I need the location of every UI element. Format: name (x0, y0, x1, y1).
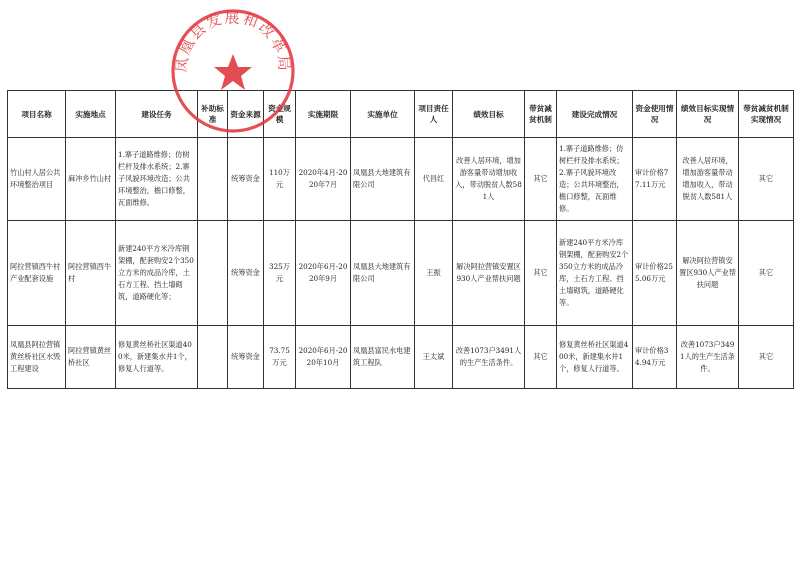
person-cell: 王振 (415, 221, 453, 326)
fund-scale-cell: 325万元 (264, 221, 296, 326)
subsidy-cell (198, 138, 228, 221)
unit-cell: 凤凰县大地建筑有限公司 (351, 221, 415, 326)
project-table (7, 90, 794, 389)
seal-star-icon (214, 54, 252, 90)
header-cell: 建设任务 (116, 91, 198, 138)
table-row (8, 326, 794, 389)
completion-cell: 修复黄丝桥社区渠道400米，新建集水井1个，修复人行道等。 (557, 326, 633, 389)
goal-achieved-cell: 改善人居环境，增加游客量带动增加收入，带动脱贫人数581人 (677, 138, 739, 221)
mechanism-achieved-cell: 其它 (739, 326, 794, 389)
unit-cell: 凤凰县大地建筑有限公司 (351, 138, 415, 221)
header-cell: 资金来源 (228, 91, 264, 138)
header-cell: 建设完成情况 (557, 91, 633, 138)
mechanism-cell: 其它 (525, 138, 557, 221)
goal-cell: 改善1073户3491人的生产生活条件。 (453, 326, 525, 389)
header-cell: 实施地点 (66, 91, 116, 138)
goal-cell: 解决阿拉营镇安置区930人产业帮扶问题 (453, 221, 525, 326)
unit-cell: 凤凰县富民水电建筑工程队 (351, 326, 415, 389)
header-cell: 绩效目标实现情况 (677, 91, 739, 138)
mechanism-cell: 其它 (525, 326, 557, 389)
header-cell: 资金规模 (264, 91, 296, 138)
header-cell: 带贫减贫机制 (525, 91, 557, 138)
project-name-cell: 阿拉营镇西牛村产业配套设施 (8, 221, 66, 326)
project-name-cell: 凤凰县阿拉营镇黄丝桥社区水毁工程建设 (8, 326, 66, 389)
header-cell: 资金使用情况 (633, 91, 677, 138)
header-cell: 带贫减贫机制实现情况 (739, 91, 794, 138)
goal-cell: 改善人居环境，增加游客量带动增加收入，带动脱贫人数581人 (453, 138, 525, 221)
table-row (8, 221, 794, 326)
goal-achieved-cell: 解决阿拉营镇安置区930人产业帮扶问题 (677, 221, 739, 326)
person-cell: 代昌红 (415, 138, 453, 221)
fund-use-cell: 审计价格77.11万元 (633, 138, 677, 221)
table-header-row (8, 91, 794, 138)
period-cell: 2020年4月-2020年7月 (296, 138, 351, 221)
fund-scale-cell: 73.75万元 (264, 326, 296, 389)
completion-cell: 新建240平方米冷库钢架棚，配套购安2个350立方米的成品冷库，土石方工程、挡土墙砌筑，道路硬化等。 (557, 221, 633, 326)
person-cell: 王太斌 (415, 326, 453, 389)
period-cell: 2020年6月-2020年9月 (296, 221, 351, 326)
fund-source-cell: 统筹资金 (228, 221, 264, 326)
header-cell: 项目责任人 (415, 91, 453, 138)
subsidy-cell (198, 326, 228, 389)
header-cell: 实施单位 (351, 91, 415, 138)
period-cell: 2020年6月-2020年10月 (296, 326, 351, 389)
svg-text:凤凰县发展和改革局 (172, 8, 293, 73)
header-cell: 实施期限 (296, 91, 351, 138)
task-cell: 修复黄丝桥社区渠道400米，新建集水井1个，修复人行道等。 (116, 326, 198, 389)
seal-text: 凤凰县发展和改革局 (172, 8, 294, 74)
header-cell: 项目名称 (8, 91, 66, 138)
fund-scale-cell: 110万元 (264, 138, 296, 221)
goal-achieved-cell: 改善1073户3491人的生产生活条件。 (677, 326, 739, 389)
mechanism-cell: 其它 (525, 221, 557, 326)
location-cell: 麻冲乡竹山村 (66, 138, 116, 221)
task-cell: 新建240平方米冷库钢架棚，配套购安2个350立方米的成品冷库，土石方工程、挡土墙砌筑，道路硬化等； (116, 221, 198, 326)
fund-use-cell: 审计价格34.94万元 (633, 326, 677, 389)
completion-cell: 1.寨子道路维修；仿树栏杆及排水系统；2.寨子风貌环境改造；公共环境整治，檐口修整，瓦面维修。 (557, 138, 633, 221)
mechanism-achieved-cell: 其它 (739, 221, 794, 326)
location-cell: 阿拉营镇黄丝桥社区 (66, 326, 116, 389)
fund-use-cell: 审计价格255.06万元 (633, 221, 677, 326)
location-cell: 阿拉营镇西牛村 (66, 221, 116, 326)
fund-source-cell: 统筹资金 (228, 138, 264, 221)
fund-source-cell: 统筹资金 (228, 326, 264, 389)
subsidy-cell (198, 221, 228, 326)
project-name-cell: 竹山村人居公共环境整治项目 (8, 138, 66, 221)
task-cell: 1.寨子道路维修；仿树栏杆及排水系统；2.寨子风貌环境改造；公共环境整治，檐口修整，瓦面维修。 (116, 138, 198, 221)
header-cell: 补助标准 (198, 91, 228, 138)
header-cell: 绩效目标 (453, 91, 525, 138)
table-row (8, 138, 794, 221)
mechanism-achieved-cell: 其它 (739, 138, 794, 221)
